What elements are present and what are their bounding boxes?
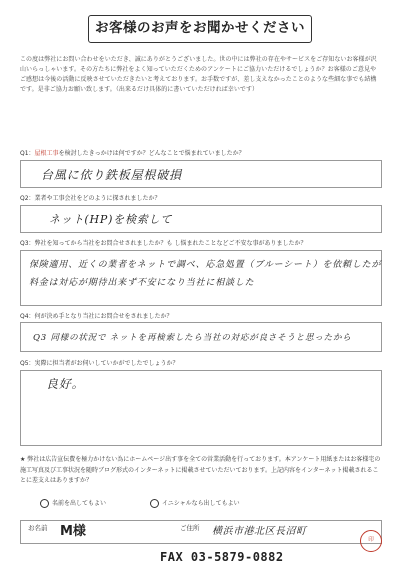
answer-4: Q3 同様の状況で ネットを再検索したら当社の対応が良さそうと思ったから bbox=[33, 333, 352, 343]
radio-circle-icon[interactable] bbox=[40, 499, 49, 508]
question-1: Q1：屋根工事を検討したきっかけは何ですか？どんなことで悩まれていましたか？ bbox=[20, 150, 245, 157]
choice-name-ok[interactable]: 名前を出してもよい bbox=[40, 498, 106, 508]
radio-circle-icon[interactable] bbox=[150, 499, 159, 508]
fax-number: FAX 03-5879-0882 bbox=[160, 550, 284, 564]
answer-5: 良好。 bbox=[46, 377, 85, 391]
answer-2: ネット(HP)を検索して bbox=[49, 213, 173, 226]
page-title: お客様のお声をお聞かせください bbox=[88, 15, 312, 43]
answer-1: 台風に依り鉄板屋根破損 bbox=[41, 168, 182, 182]
answer-box-1 bbox=[20, 160, 382, 188]
answer-3-line-2: 料金は対応が期待出来ず不安になり当社に相談した bbox=[29, 278, 255, 288]
company-seal-stamp: 印 bbox=[360, 530, 382, 552]
address-value: 横浜市港北区長沼町 bbox=[212, 526, 307, 537]
address-label: ご住所 bbox=[180, 524, 200, 532]
question-1-keyword: 屋根工事 bbox=[34, 150, 59, 157]
question-3: Q3：弊社を知ってから当社をお問合せされましたか？も し悩まれたことなどご不安な事がありましたか？ bbox=[20, 240, 307, 247]
question-2: Q2：業者や工事会社をどのように探されましたか？ bbox=[20, 195, 161, 202]
choice-initial-ok[interactable]: イニシャルなら出してもよい bbox=[150, 498, 240, 508]
answer-box-5 bbox=[20, 370, 382, 446]
question-5: Q5：実際に担当者がお伺いしていかがでしたでしょうか？ bbox=[20, 360, 179, 367]
answer-box-3 bbox=[20, 250, 382, 306]
intro-text: この度は弊社にお問い合わせをいただき、誠にありがとうございました。世の中には弊社の存在やサービスをご存知ないお客様が沢山いらっしゃいます。その方たちに弊社をよく知っていただくためのアンケートにご協力いただけるでしょうか？お客様のご意見やご感想は今後の活動に反映させていただきたいと考えております。お手数ですが、差し支えなかったことのような些細な事でも結構です。是非ご協力お願い致します。（出来るだけ具体的に書いていただければ幸いです） bbox=[20, 56, 377, 93]
name-value: M様 bbox=[60, 524, 86, 539]
name-label: お名前 bbox=[28, 524, 48, 532]
answer-box-4 bbox=[20, 322, 382, 352]
answer-3-line-1: 保険適用、近くの業者をネットで調べ、応急処置（ブルーシート）を依頼したが bbox=[29, 260, 382, 270]
question-4: Q4：何が決め手となり当社にお問合せをされましたか？ bbox=[20, 313, 173, 320]
publication-notice: ★ 弊社は広告宣伝費を極力かけない為にホームページ出す事を全ての営業活動を行っております。本アンケート用紙またはお客様宅の施工写真及び工事状況を随時ブログ形式のインターネットに掲載させていただいております。上記内容をインターネット掲載されることに差支えはありますか？ bbox=[20, 456, 381, 484]
answer-box-2 bbox=[20, 205, 382, 233]
